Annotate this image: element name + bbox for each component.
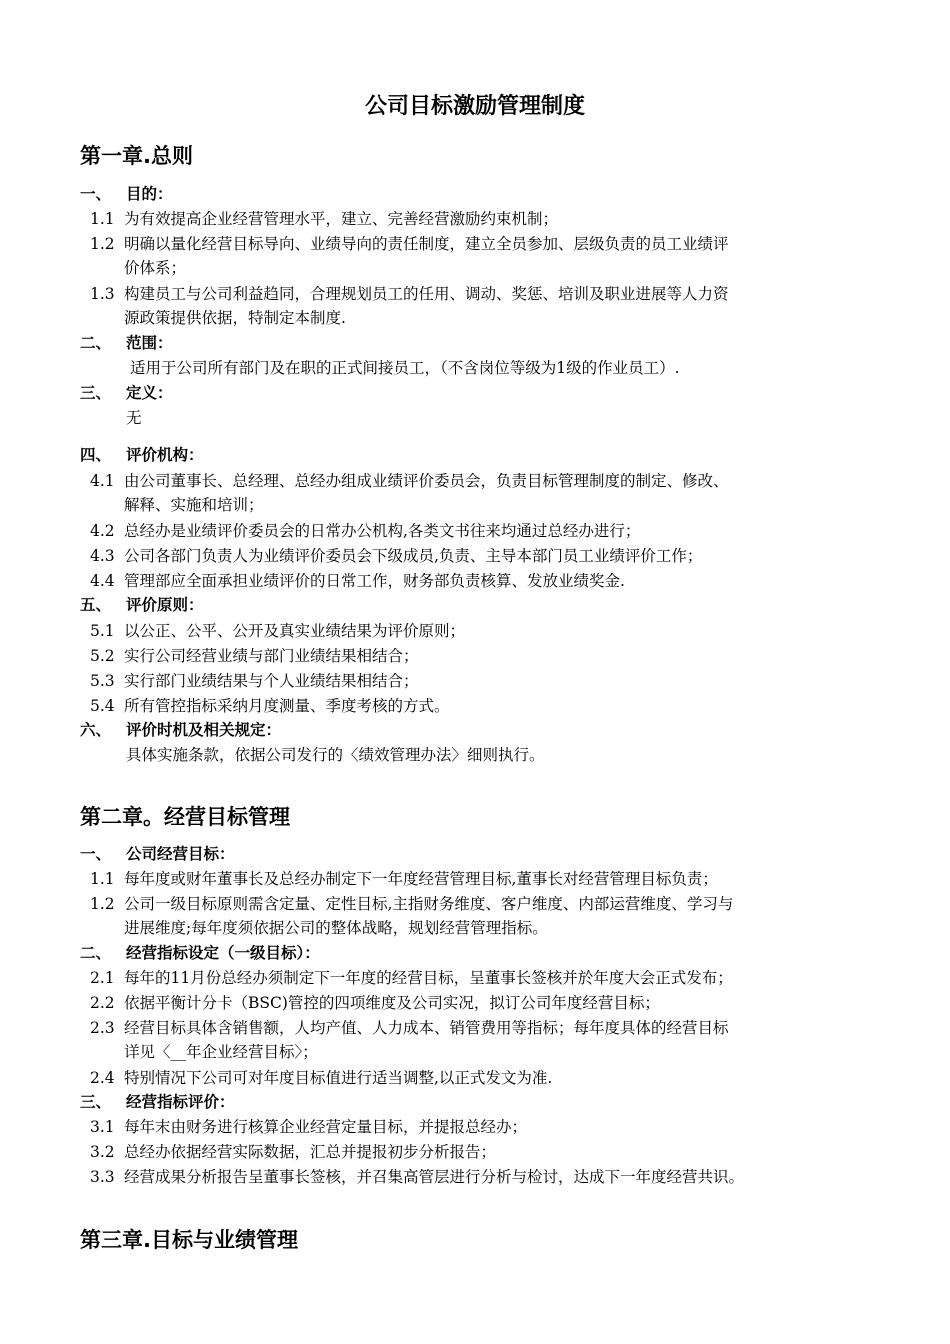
- clause-continuation: 价体系；: [124, 259, 187, 277]
- section-title: 评价原则：: [126, 596, 204, 614]
- clause-number: 4.1: [90, 472, 115, 490]
- clause-text: 每年末由财务进行核算企业经营定量目标，并提报总经办；: [124, 1118, 528, 1136]
- clause-number: 2.1: [90, 969, 115, 987]
- section-1-6-heading: [80, 719, 281, 741]
- clause-text: 实行部门业绩结果与个人业绩结果相结合；: [124, 672, 419, 690]
- clause-text: 经营成果分析报告呈董事长签核，并召集高管层进行分析与检讨，达成下一年度经营共识。: [124, 1168, 745, 1186]
- clause-text: 管理部应全面承担业绩评价的日常工作，财务部负责核算、发放业绩奖金.: [124, 572, 625, 590]
- clause-1-3: [90, 282, 890, 330]
- clause-number: 1.1: [90, 870, 115, 888]
- section-number: 二、: [80, 334, 112, 352]
- section-title: 评价时机及相关规定：: [126, 721, 282, 739]
- clause-2-2-3: [90, 1016, 890, 1064]
- section-2-3-heading: [80, 1091, 235, 1113]
- section-title: 经营指标设定（一级目标）：: [126, 944, 320, 962]
- clause-text: 公司各部门负责人为业绩评价委员会下级成员,负责、主导本部门员工业绩评价工作；: [124, 547, 703, 565]
- section-title: 定义：: [126, 384, 173, 402]
- section-1-3-heading: [80, 382, 173, 404]
- clause-1-1: [90, 207, 890, 231]
- section-1-5-heading: [80, 594, 204, 616]
- section-title: 公司经营目标：: [126, 845, 235, 863]
- definition-text: 无: [126, 409, 142, 427]
- clause-1-2: [90, 232, 890, 280]
- clause-number: 5.4: [90, 697, 115, 715]
- clause-text: 公司一级目标原则需含定量、定性目标,主指财务维度、客户维度、内部运营维度、学习与: [124, 895, 734, 913]
- clause-number: 5.1: [90, 622, 115, 640]
- clause-number: 1.1: [90, 210, 115, 228]
- clause-number: 5.3: [90, 672, 115, 690]
- section-2-2-heading: [80, 942, 320, 964]
- section-number: 三、: [80, 384, 112, 402]
- clause-number: 2.2: [90, 994, 115, 1012]
- clause-2-3-1: [90, 1115, 890, 1139]
- clause-continuation: 源政策提供依据，特制定本制度.: [124, 309, 346, 327]
- section-number: 一、: [80, 185, 112, 203]
- clause-text: 实行公司经营业绩与部门业绩结果相结合；: [124, 647, 419, 665]
- clause-number: 4.2: [90, 522, 115, 540]
- timing-text: 具体实施条款，依据公司发行的〈绩效管理办法〉细则执行。: [126, 746, 545, 764]
- clause-2-1-1: [90, 867, 890, 891]
- clause-text: 每年度或财年董事长及总经办制定下一年度经营管理目标,董事长对经营管理目标负责；: [124, 870, 718, 888]
- clause-number: 2.4: [90, 1069, 115, 1087]
- clause-number: 4.4: [90, 572, 115, 590]
- clause-text: 所有管控指标采纳月度测量、季度考核的方式。: [124, 697, 450, 715]
- clause-2-2-1: [90, 966, 890, 990]
- section-number: 六、: [80, 721, 112, 739]
- clause-4-3: [90, 544, 890, 568]
- clause-text: 总经办依据经营实际数据，汇总并提报初步分析报告；: [124, 1143, 497, 1161]
- clause-5-1: [90, 619, 890, 643]
- clause-number: 3.1: [90, 1118, 115, 1136]
- section-title: 范围：: [126, 334, 173, 352]
- clause-2-2-2: [90, 991, 890, 1015]
- clause-continuation: 进展维度;每年度须依据公司的整体战略，规划经营管理指标。: [124, 919, 548, 937]
- clause-number: 5.2: [90, 647, 115, 665]
- clause-number: 1.3: [90, 285, 115, 303]
- section-number: 二、: [80, 944, 112, 962]
- document-title: 公司目标激励管理制度: [364, 94, 585, 119]
- section-title: 目的：: [126, 185, 173, 203]
- clause-number: 1.2: [90, 235, 115, 253]
- section-number: 五、: [80, 596, 112, 614]
- clause-text: 明确以量化经营目标导向、业绩导向的责任制度，建立全员参加、层级负责的员工业绩评: [124, 235, 729, 253]
- chapter-1-heading: 第一章.总则: [80, 144, 193, 168]
- clause-text: 每年的11月份总经办须制定下一年度的经营目标，呈董事长签核并於年度大会正式发布；: [124, 969, 733, 987]
- clause-text: 以公正、公平、公开及真实业绩结果为评价原则；: [124, 622, 466, 640]
- scope-text: 适用于公司所有部门及在职的正式间接员工，（不含岗位等级为1级的作业员工）.: [130, 359, 680, 377]
- section-1-4-heading: [80, 444, 204, 466]
- clause-number: 2.3: [90, 1019, 115, 1037]
- clause-4-1: [90, 469, 890, 517]
- clause-4-2: [90, 519, 890, 543]
- section-title: 评价机构：: [126, 446, 204, 464]
- clause-4-4: [90, 569, 890, 593]
- clause-text: 依据平衡计分卡（BSC)管控的四项维度及公司实况，拟订公司年度经营目标；: [124, 994, 660, 1012]
- chapter-3-heading: 第三章.目标与业绩管理: [80, 1228, 298, 1252]
- section-2-1-heading: [80, 843, 235, 865]
- clause-5-3: [90, 669, 890, 693]
- section-1-2-heading: [80, 332, 173, 354]
- clause-number: 1.2: [90, 895, 115, 913]
- clause-text: 特别情况下公司可对年度目标值进行适当调整,以正式发文为准.: [124, 1069, 553, 1087]
- clause-2-1-2: [90, 892, 890, 940]
- chapter-2-heading: 第二章。经营目标管理: [80, 805, 290, 829]
- clause-number: 3.3: [90, 1168, 115, 1186]
- clause-text: 经营目标具体含销售额，人均产值、人力成本、销管费用等指标；每年度具体的经营目标: [124, 1019, 729, 1037]
- clause-text: 为有效提高企业经营管理水平，建立、完善经营激励约束机制；: [124, 210, 559, 228]
- clause-5-2: [90, 644, 890, 668]
- section-title: 经营指标评价：: [126, 1093, 235, 1111]
- clause-text: 构建员工与公司利益趋同，合理规划员工的任用、调动、奖惩、培训及职业进展等人力资: [124, 285, 729, 303]
- clause-number: 4.3: [90, 547, 115, 565]
- clause-continuation: 解释、实施和培训；: [124, 496, 264, 514]
- clause-2-3-3: [90, 1165, 930, 1189]
- clause-text: 总经办是业绩评价委员会的日常办公机构,各类文书往来均通过总经办进行；: [124, 522, 641, 540]
- clause-text: 由公司董事长、总经理、总经办组成业绩评价委员会，负责目标管理制度的制定、修改、: [124, 472, 729, 490]
- section-1-1-heading: [80, 183, 173, 205]
- clause-continuation: 详见〈__年企业经营目标〉；: [124, 1043, 318, 1061]
- section-number: 四、: [80, 446, 112, 464]
- clause-5-4: [90, 694, 890, 718]
- section-number: 一、: [80, 845, 112, 863]
- section-number: 三、: [80, 1093, 112, 1111]
- clause-number: 3.2: [90, 1143, 115, 1161]
- clause-2-2-4: [90, 1066, 890, 1090]
- clause-2-3-2: [90, 1140, 890, 1164]
